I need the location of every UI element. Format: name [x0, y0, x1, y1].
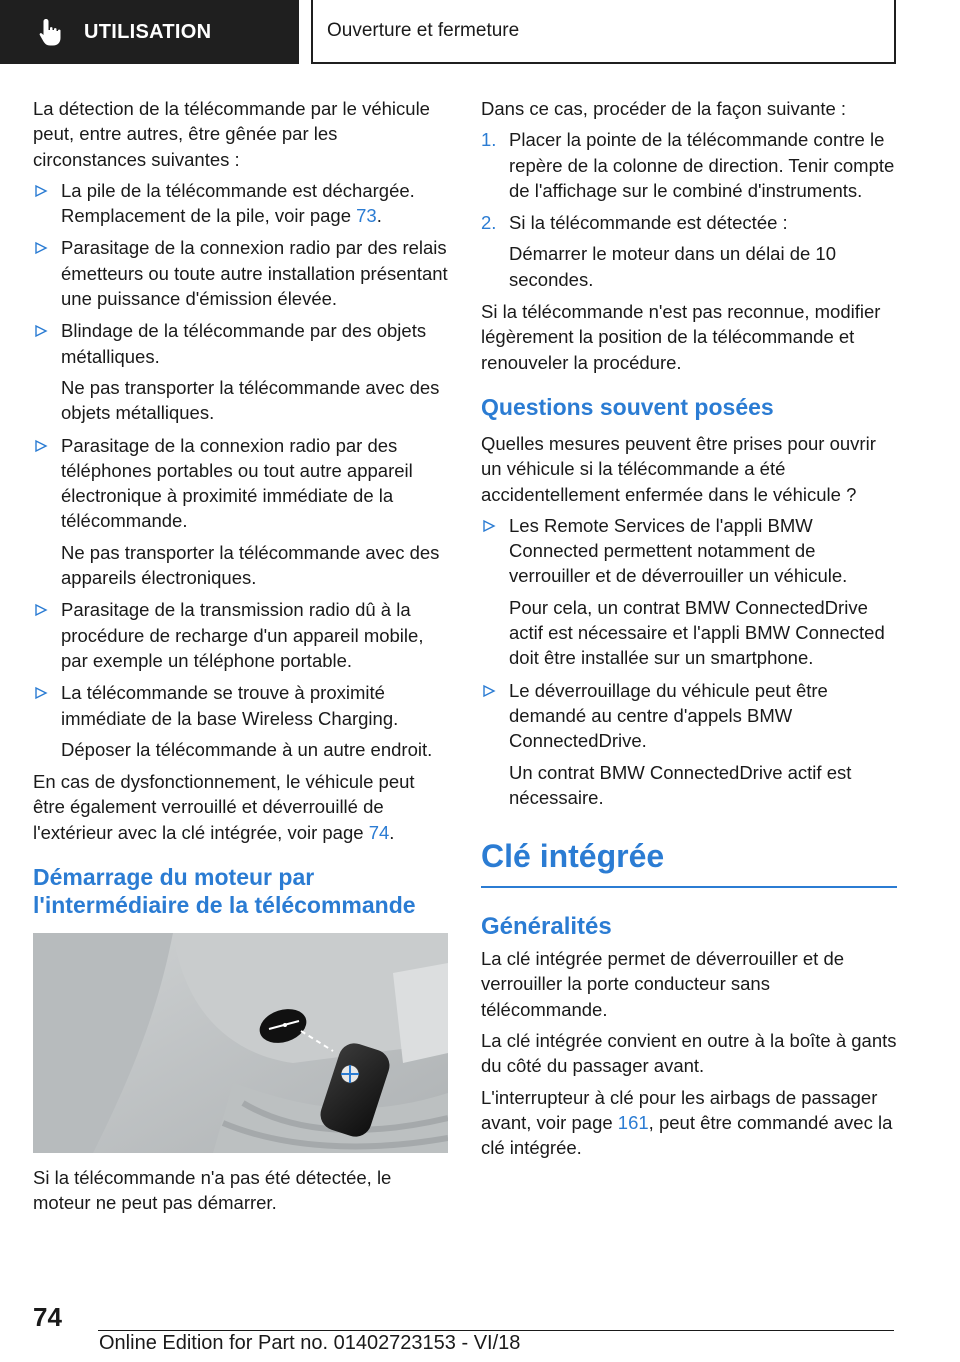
list-item-suffix: . [376, 205, 382, 227]
section-label: UTILISATION [84, 20, 212, 43]
malfunction-text: En cas de dysfonctionnement, le véhicule peut être également verrouillé et déverrouillé de l'extérieur avec la clé intégrée, voir page [33, 771, 415, 843]
list-item [33, 680, 449, 762]
list-item [33, 235, 449, 311]
not-recognized-text: Si la télécommande n'est pas reconnue, modifier légèrement la position de la télécommande et renouveler la procédure. [481, 301, 881, 373]
list-item [33, 318, 449, 425]
steps-list [481, 127, 897, 292]
list-item-text: Parasitage de la transmission radio dû à la procédure de recharge d'un appareil mobile, par exemple un téléphone portable. [61, 599, 424, 671]
step-number: 2. [481, 212, 497, 234]
list-item-text: Les Remote Services de l'appli BMW Connected permettent notamment de verrouiller et de déverrouiller un véhicule. [509, 514, 848, 587]
list-item-text: Blindage de la télécommande par des objets métalliques. [61, 320, 427, 367]
faq-heading: Questions souvent posées [481, 393, 774, 420]
list-item [33, 597, 449, 673]
bullet-triangle-icon [34, 241, 48, 255]
general-paragraph: L'interrupteur à clé pour les airbags de passager avant, voir page [481, 1086, 878, 1133]
list-item-note: Ne pas transporter la télécommande avec des objets métalliques. [61, 376, 440, 424]
list-item-text: La télécommande se trouve à proximité immédiate de la base Wireless Charging. [61, 682, 399, 729]
interference-list [33, 178, 449, 762]
bullet-triangle-icon [482, 684, 496, 698]
faq-list [481, 513, 897, 810]
step-text: Placer la pointe de la télécommande contre le repère de la colonne de direction. Tenir compte de l'affichage sur le combiné d'instruments. [509, 129, 895, 201]
list-item-text: La pile de la télécommande est déchargée. Remplacement de la pile, voir page [61, 179, 415, 227]
list-item-text: Le déverrouillage du véhicule peut être demandé au centre d'appels BMW ConnectedDrive. [509, 679, 828, 752]
list-item-note: Ne pas transporter la télécommande avec des appareils électroniques. [61, 541, 440, 589]
engine-start-heading: Démarrage du moteur par l'intermédiaire de la télécommande [33, 864, 416, 919]
step-note: Démarrer le moteur dans un délai de 10 secondes. [509, 243, 837, 290]
page-number: 74 [33, 1302, 62, 1332]
general-paragraph: La clé intégrée permet de déverrouiller et de verrouiller la porte conducteur sans télécommande. [481, 948, 845, 1020]
general-heading: Généralités [481, 913, 612, 941]
list-item-text: Parasitage de la connexion radio par des téléphones portables ou tout autre appareil électronique à proximité immédiate de la télécommande. [61, 434, 413, 532]
topic-label: Ouverture et fermeture [327, 20, 520, 41]
footer-divider [98, 1330, 894, 1331]
bullet-triangle-icon [34, 439, 48, 453]
general-paragraph: La clé intégrée convient en outre à la boîte à gants du côté du passager avant. [481, 1030, 897, 1077]
list-item-note: Pour cela, un contrat BMW ConnectedDrive actif est nécessaire et l'appli BMW Connected doit être installée sur un smartphone. [509, 596, 885, 669]
faq-question: Quelles mesures peuvent être prises pour ouvrir un véhicule si la télécommande a été accidentellement enfermée dans le véhicule ? [481, 432, 876, 505]
steering-column-key-figure [33, 933, 448, 1153]
hand-pointer-icon [38, 17, 64, 47]
bullet-triangle-icon [34, 686, 48, 700]
list-item [481, 210, 897, 292]
list-item [33, 178, 449, 229]
header-topic-box [311, 0, 896, 64]
right-column [481, 96, 897, 1167]
list-item-note: Un contrat BMW ConnectedDrive actif est nécessaire. [509, 761, 852, 808]
step-number: 1. [481, 129, 497, 151]
left-column [33, 96, 449, 1222]
bullet-triangle-icon [34, 324, 48, 338]
right-intro: Dans ce cas, procéder de la façon suivante : [481, 98, 847, 119]
list-item [33, 433, 449, 591]
page-link[interactable]: 161 [617, 1111, 649, 1133]
left-intro: La détection de la télécommande par le véhicule peut, entre autres, être gênée par les circonstances suivantes : [33, 98, 430, 170]
step-text: Si la télécommande est détectée : [509, 212, 788, 234]
bullet-triangle-icon [482, 519, 496, 533]
list-item-text: Parasitage de la connexion radio par des relais émetteurs ou toute autre installation présentant une puissance d'émission élevée. [61, 237, 448, 310]
list-item [481, 127, 897, 203]
header-section-tab [0, 0, 299, 64]
page-link[interactable]: 74 [368, 821, 390, 843]
list-item [481, 678, 897, 810]
general-paragraph-suffix: , peut être commandé avec la clé intégrée. [481, 1111, 893, 1159]
list-item [481, 513, 897, 671]
malfunction-suffix: . [389, 821, 395, 843]
integrated-key-heading: Clé intégrée [481, 836, 897, 888]
bullet-triangle-icon [34, 184, 48, 198]
list-item-note: Déposer la télécommande à un autre endroit. [61, 738, 433, 760]
footer-edition: Online Edition for Part no. 01402723153 - VI/18 [99, 1332, 521, 1354]
bullet-triangle-icon [34, 603, 48, 617]
figure-caption: Si la télécommande n'a pas été détectée, le moteur ne peut pas démarrer. [33, 1167, 392, 1214]
page-link[interactable]: 73 [356, 205, 377, 227]
